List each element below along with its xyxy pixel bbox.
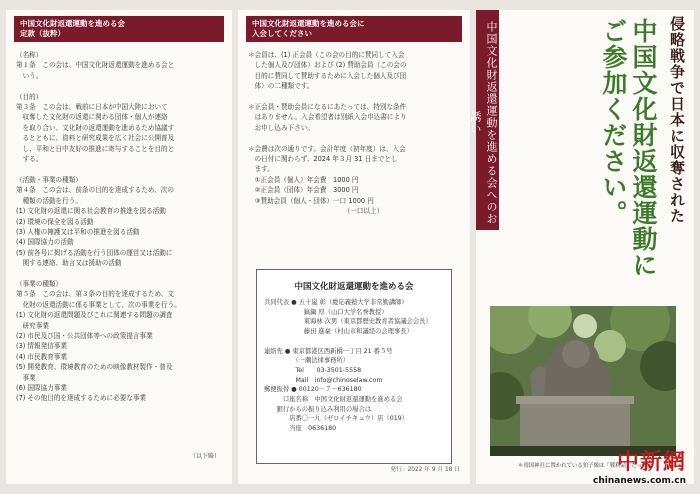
lion-statue-photo [490, 306, 676, 456]
chinanews-watermark [593, 445, 686, 486]
contact-box [256, 269, 452, 464]
photo-caption: ＊靖国神社に置かれている狛子像は「戦利品」だった。 [518, 463, 653, 469]
watermark-url: chinanews.com.cn [593, 476, 686, 486]
articles-header [14, 16, 224, 42]
cover-headline [598, 18, 658, 278]
panel-cover [469, 10, 694, 484]
articles-footer: （以下略） [189, 453, 220, 460]
contact-box-body: 共同代表 ● 五十嵐 彰（慶応義塾大学非常勤講師） 鎬鍋 厚（山口大学名誉教授） 東海林 次男（東京都歴史教育者協議会会長） 藤田 進豪（村山市和議経の会理事長） 連絡先 ● 東京都港区西新橋一丁目 21 番５号 （一瀬法律事務所） Tel 03-3501-5558 Mail info@chinoselaw.com 郵便振替 ● 00120－７－636180 口座名称 中国文化財返還運動を進める会 銀行からの振り込み利用の場合は 店番〇一九（ゼロイチキュウ）店（019） 当座 0636180 [264, 299, 432, 433]
contact-box-title: 中国文化財返還運動を進める会 [294, 282, 414, 292]
articles-body: （名称） 第１条 この会は、中国文化財返還運動を進める会と いう。 （目的） 第３条 この会は、戦前に日本が中国大陸において 収奪した文化財の返還に関わる団体・個人が連絡 を取り合い、文化財の返還運動を進めるため協議す るとともに、資料と研究成果を広く社会に公開普及 し、平和と日中友好の推進に寄与することを目的と する。 （活動・事業の種類） 第４条 この会は、前条の目的を達成するため、次の 種類の活動を行う。 (1) 文化財の返還に関る社会教育の推進を図る活動 (2) 環境の保全を図る活動 (3) 人権の擁護又は平和の推進を図る活動 (4) 国際協力の活動 (5) 前各号に掲げる活動を行う団体の運営又は活動に 関する連絡、助言又は援助の活動 （事業の種類） 第５条 この会は、第３条の目的を達成するため、文 化財の返還活動に係る事業として、次の事業を行う。 (1) 文化財の返還問題及びこれに関連する問題の調査 研究事業 (2) 市民及び国・公共団体等への政策提言事業 (3) 情報発信事業 (4) 市民教育事業 (5) 開発教育、環境教育のための映像教材製作・普及 事業 (6) 国際協力事業 (7) その他目的を達成するために必要な事業 [16, 51, 181, 403]
cover-slogan: 侵略戦争で日本に収奪された [668, 16, 686, 224]
panel-membership [238, 10, 470, 484]
articles-header-subtitle: 定款（抜粋） [20, 29, 65, 38]
cover-headline-line1: 中国文化財返還運動に [629, 18, 658, 278]
membership-body: ＊会員は、(1) 正会員（この会の目的に賛同して入会 した個人及び団体）および (2) 賛助会員（この会の 目的に賛同して賛助するために入会した個人及び団 体）の二種類です。 ＊正会員・賛助会員になるにあたっては、特別な条件 はありません。入会希望者は別紙入会申込書により お申し込み下さい。 ＊会費は次の通りです。会計年度（初年度）は、入会 の日付に関わらず、2024 年３月 31 日までとし ます。 ①正会員（個人）年会費 1000 円 ②正会員（団体）年会費 3000 円 ③賛助会員（個人・団体）一口 1000 円 （一口以上） [248, 51, 407, 216]
lion-statue-illustration [490, 306, 676, 456]
watermark-brand: 中新網 [616, 449, 686, 475]
membership-header-line2: 入会してください [252, 29, 312, 38]
cover-headline-line2: ご参加ください。 [599, 18, 628, 226]
membership-header-line1: 中国文化財返還運動を進める会に [252, 19, 365, 28]
panel-articles [6, 10, 232, 484]
articles-header-title: 中国文化財返還運動を進める会 [20, 19, 125, 28]
membership-header [246, 16, 462, 42]
cover-invite-band: 中国文化財返還運動を進める会へのお誘い [476, 10, 499, 230]
issue-date: 発行：2022 年 9 月 18 日 [390, 467, 460, 473]
